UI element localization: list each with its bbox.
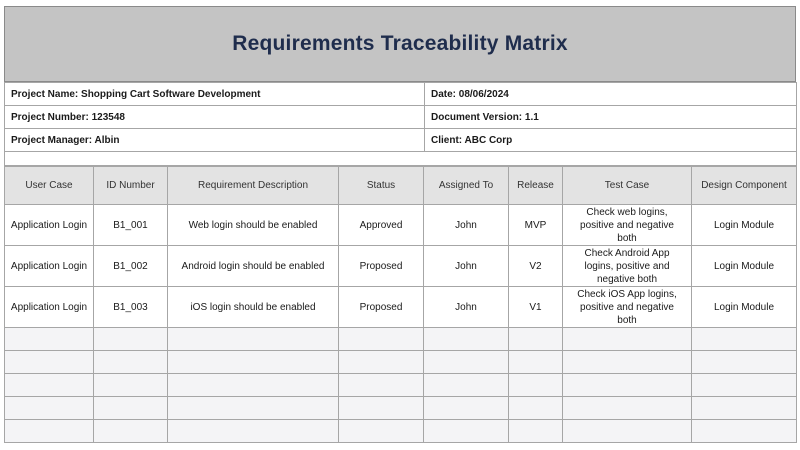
- spacer-row: [5, 152, 797, 166]
- cell-design-component: Login Module: [692, 205, 797, 246]
- empty-cell: [5, 374, 94, 397]
- info-row: [5, 129, 797, 152]
- empty-row: [5, 420, 797, 443]
- table-row: [5, 246, 797, 287]
- cell-assigned-to: John: [424, 205, 509, 246]
- cell-design-component: Login Module: [692, 287, 797, 328]
- empty-cell: [692, 328, 797, 351]
- empty-cell: [563, 374, 692, 397]
- empty-cell: [692, 374, 797, 397]
- empty-cell: [339, 328, 424, 351]
- header-row: [5, 167, 797, 205]
- cell-assigned-to: John: [424, 287, 509, 328]
- empty-cell: [168, 397, 339, 420]
- empty-cell: [563, 328, 692, 351]
- empty-cell: [339, 374, 424, 397]
- empty-cell: [94, 351, 168, 374]
- project-info-table: [4, 82, 797, 166]
- column-header-assigned-to: Assigned To: [424, 167, 509, 205]
- empty-row: [5, 328, 797, 351]
- empty-cell: [94, 328, 168, 351]
- empty-cell: [168, 420, 339, 443]
- cell-requirement-description: Android login should be enabled: [168, 246, 339, 287]
- cell-id-number: B1_002: [94, 246, 168, 287]
- cell-test-case: Check Android App logins, positive and negative both: [563, 246, 692, 287]
- cell-status: Proposed: [339, 246, 424, 287]
- title-bar: [4, 6, 796, 82]
- column-header-status: Status: [339, 167, 424, 205]
- empty-cell: [692, 397, 797, 420]
- empty-cell: [339, 351, 424, 374]
- project-date: Date: 08/06/2024: [425, 83, 797, 106]
- empty-cell: [339, 420, 424, 443]
- empty-cell: [339, 397, 424, 420]
- empty-cell: [509, 351, 563, 374]
- cell-status: Proposed: [339, 287, 424, 328]
- cell-release: V1: [509, 287, 563, 328]
- cell-requirement-description: Web login should be enabled: [168, 205, 339, 246]
- empty-cell: [509, 328, 563, 351]
- empty-cell: [509, 397, 563, 420]
- cell-user-case: Application Login: [5, 205, 94, 246]
- cell-user-case: Application Login: [5, 246, 94, 287]
- cell-requirement-description: iOS login should be enabled: [168, 287, 339, 328]
- project-number: Project Number: 123548: [5, 106, 425, 129]
- info-row: [5, 83, 797, 106]
- empty-cell: [94, 420, 168, 443]
- empty-cell: [424, 374, 509, 397]
- table-row: [5, 287, 797, 328]
- empty-cell: [5, 420, 94, 443]
- empty-cell: [94, 397, 168, 420]
- column-header-requirement-description: Requirement Description: [168, 167, 339, 205]
- cell-release: MVP: [509, 205, 563, 246]
- empty-cell: [5, 328, 94, 351]
- cell-id-number: B1_001: [94, 205, 168, 246]
- project-name: Project Name: Shopping Cart Software Development: [5, 83, 425, 106]
- cell-assigned-to: John: [424, 246, 509, 287]
- cell-test-case: Check web logins, positive and negative both: [563, 205, 692, 246]
- empty-cell: [168, 374, 339, 397]
- empty-cell: [563, 397, 692, 420]
- empty-cell: [424, 420, 509, 443]
- empty-cell: [94, 374, 168, 397]
- empty-cell: [509, 374, 563, 397]
- column-header-release: Release: [509, 167, 563, 205]
- empty-cell: [168, 351, 339, 374]
- document-version: Document Version: 1.1: [425, 106, 797, 129]
- cell-design-component: Login Module: [692, 246, 797, 287]
- empty-row: [5, 374, 797, 397]
- empty-cell: [692, 420, 797, 443]
- empty-cell: [168, 328, 339, 351]
- table-row: [5, 205, 797, 246]
- info-row: [5, 106, 797, 129]
- empty-row: [5, 351, 797, 374]
- rtm-sheet: [4, 6, 796, 446]
- empty-cell: [5, 397, 94, 420]
- spacer-cell: [5, 152, 797, 166]
- document-title: Requirements Traceability Matrix: [232, 32, 568, 55]
- cell-release: V2: [509, 246, 563, 287]
- column-header-user-case: User Case: [5, 167, 94, 205]
- column-header-test-case: Test Case: [563, 167, 692, 205]
- empty-cell: [5, 351, 94, 374]
- cell-status: Approved: [339, 205, 424, 246]
- empty-cell: [424, 397, 509, 420]
- client-name: Client: ABC Corp: [425, 129, 797, 152]
- empty-cell: [424, 328, 509, 351]
- requirements-table: [4, 166, 797, 443]
- empty-cell: [509, 420, 563, 443]
- empty-cell: [424, 351, 509, 374]
- empty-cell: [692, 351, 797, 374]
- column-header-id-number: ID Number: [94, 167, 168, 205]
- cell-id-number: B1_003: [94, 287, 168, 328]
- column-header-design-component: Design Component: [692, 167, 797, 205]
- empty-cell: [563, 351, 692, 374]
- project-manager: Project Manager: Albin: [5, 129, 425, 152]
- cell-user-case: Application Login: [5, 287, 94, 328]
- empty-cell: [563, 420, 692, 443]
- cell-test-case: Check iOS App logins, positive and negative both: [563, 287, 692, 328]
- empty-row: [5, 397, 797, 420]
